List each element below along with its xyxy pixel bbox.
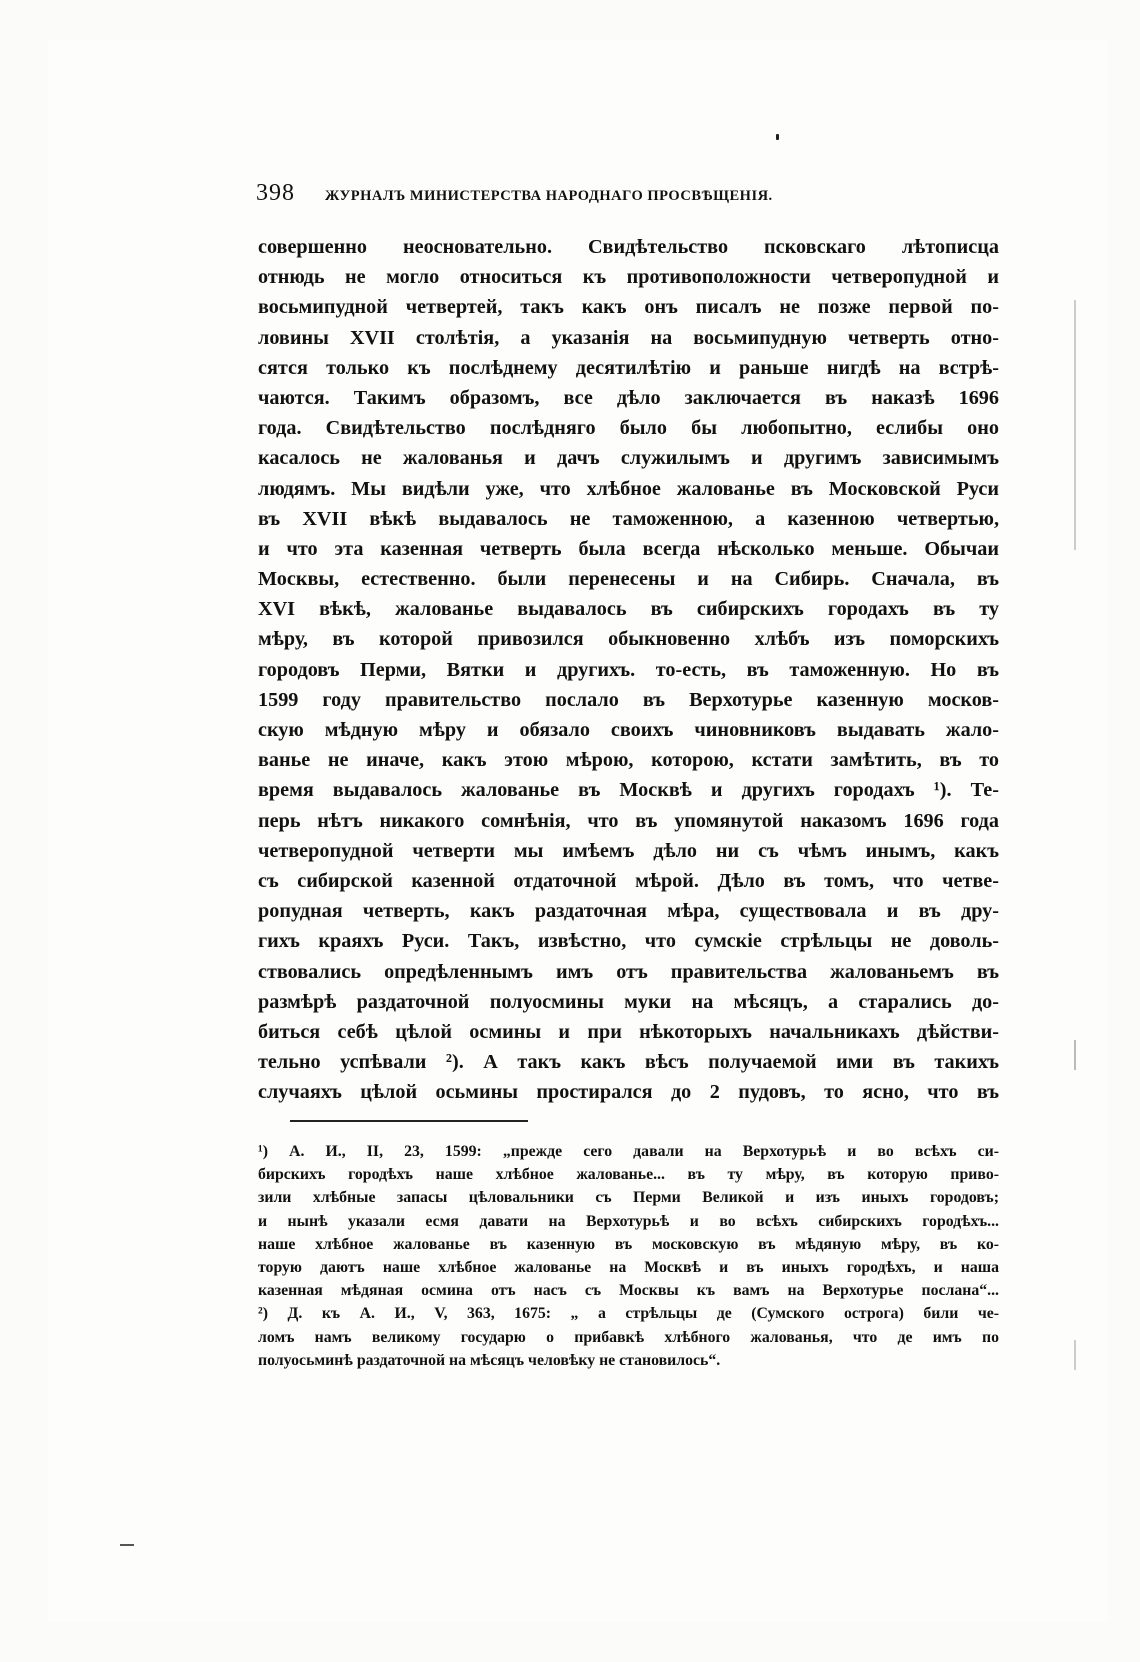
text-line: ропудная четверть, какъ раздаточная мѣра, существовала и въ дру- xyxy=(258,900,999,923)
scan-margin-mark xyxy=(1074,1040,1076,1070)
text-line: время выдавалось жалованье въ Москвѣ и другихъ городахъ ¹). Те- xyxy=(258,779,999,802)
text-line: года. Свидѣтельство послѣдняго было бы любопытно, еслибы оно xyxy=(258,417,999,440)
text-line: восьмипудной четвертей, такъ какъ онъ писалъ не позже первой по- xyxy=(258,296,999,319)
text-line: сятся только къ послѣднему десятилѣтію и раньше нигдѣ на встрѣ- xyxy=(258,356,999,379)
text-line: въ XVII вѣкѣ выдавалось не таможенною, а казенною четвертью, xyxy=(258,507,999,530)
footnote-line: казенная мѣдяная осмина отъ насъ съ Москвы къ вамъ на Верхотурье послана“... xyxy=(258,1282,999,1300)
text-line: размѣрѣ раздаточной полуосмины муки на мѣсяцъ, а старались до- xyxy=(258,990,999,1013)
scan-margin-mark xyxy=(1074,300,1076,550)
footnotes xyxy=(258,1140,999,1372)
text-line: отнюдь не могло относиться къ противоположности четверопудной и xyxy=(258,266,999,289)
text-line: чаются. Такимъ образомъ, все дѣло заключается въ наказѣ 1696 xyxy=(258,386,999,409)
scan-margin-mark xyxy=(1074,1340,1076,1370)
text-line: биться себѣ цѣлой осмины и при нѣкоторыхъ начальникахъ дѣйстви- xyxy=(258,1020,999,1043)
running-title: ЖУРНАЛЪ МИНИСТЕРСТВА НАРОДНАГО ПРОСВѢЩЕНІЯ. xyxy=(325,188,773,204)
footnote-line: ²) Д. къ А. И., V, 363, 1675: „ а стрѣльцы де (Сумского острога) били че- xyxy=(258,1305,999,1323)
page-header xyxy=(256,180,996,210)
ink-speck xyxy=(776,134,779,140)
footnote-line: зили хлѣбные запасы цѣловальники съ Перми Великой и изъ иныхъ городовъ; xyxy=(258,1189,999,1207)
footnote-line: наше хлѣбное жалованье въ казенную въ московскую въ мѣдяную мѣру, въ ко- xyxy=(258,1235,999,1253)
text-line: городовъ Перми, Вятки и другихъ. то-есть, въ таможенную. Но въ xyxy=(258,658,999,681)
text-line: 1599 году правительство послало въ Верхотурье казенную москов- xyxy=(258,688,999,711)
scan-margin-mark xyxy=(120,1544,134,1546)
page-number: 398 xyxy=(256,180,295,206)
text-line: совершенно неосновательно. Свидѣтельство псковскаго лѣтописца xyxy=(258,236,999,258)
text-line: людямъ. Мы видѣли уже, что хлѣбное жалованье въ Московской Руси xyxy=(258,477,999,500)
text-line: съ сибирской казенной отдаточной мѣрой. Дѣло въ томъ, что четве- xyxy=(258,869,999,892)
text-line: гихъ краяхъ Руси. Такъ, извѣстно, что сумскіе стрѣльцы не доволь- xyxy=(258,930,999,953)
text-line: перь нѣтъ никакого сомнѣнія, что въ упомянутой наказомъ 1696 года xyxy=(258,809,999,832)
footnote-line: полуосьминѣ раздаточной на мѣсяцъ человѣку не становилось“. xyxy=(258,1351,721,1369)
text-line: ванье не иначе, какъ этою мѣрою, которою, кстати замѣтить, въ то xyxy=(258,749,999,772)
text-line: случаяхъ цѣлой осьмины простирался до 2 пудовъ, то ясно, что въ xyxy=(258,1081,999,1104)
footnote-line: бирскихъ городѣхъ наше хлѣбное жалованье... въ ту мѣру, въ которую приво- xyxy=(258,1166,999,1184)
footnote-line: и нынѣ указали есмя давати на Верхотурьѣ и во всѣхъ сибирскихъ городѣхъ... xyxy=(258,1212,999,1230)
footnote-line: ломъ намъ великому государю о прибавкѣ хлѣбного жалованья, что де имъ по xyxy=(258,1328,999,1346)
text-line: Москвы, естественно. были перенесены и на Сибирь. Сначала, въ xyxy=(258,568,999,591)
text-line: ствовались опредѣленнымъ имъ отъ правительства жалованьемъ въ xyxy=(258,960,999,983)
footnote-rule xyxy=(290,1120,528,1122)
text-line: четверопудной четверти мы имѣемъ дѣло ни съ чѣмъ инымъ, какъ xyxy=(258,839,999,862)
text-line: тельно успѣвали ²). А такъ какъ вѣсъ получаемой ими въ такихъ xyxy=(258,1051,999,1074)
text-line: и что эта казенная четверть была всегда нѣсколько меньше. Обычаи xyxy=(258,537,999,560)
text-line: XVI вѣкѣ, жалованье выдавалось въ сибирскихъ городахъ въ ту xyxy=(258,598,999,621)
footnote-line: торую даютъ наше хлѣбное жалованье на Москвѣ и въ иныхъ городѣхъ, и наша xyxy=(258,1258,999,1276)
text-line: ловины XVII столѣтія, а указанія на восьмипудную четверть отно- xyxy=(258,326,999,349)
text-line: касалось не жалованья и дачъ служилымъ и другимъ зависимымъ xyxy=(258,447,999,470)
text-line: мѣру, въ которой привозился обыкновенно хлѣбъ изъ поморскихъ xyxy=(258,628,999,651)
footnote-line: ¹) А. И., II, 23, 1599: „прежде сего давали на Верхотурьѣ и во всѣхъ си- xyxy=(258,1143,999,1160)
main-text xyxy=(258,232,999,1107)
text-line: скую мѣдную мѣру и обязало своихъ чиновниковъ выдавать жало- xyxy=(258,719,999,741)
